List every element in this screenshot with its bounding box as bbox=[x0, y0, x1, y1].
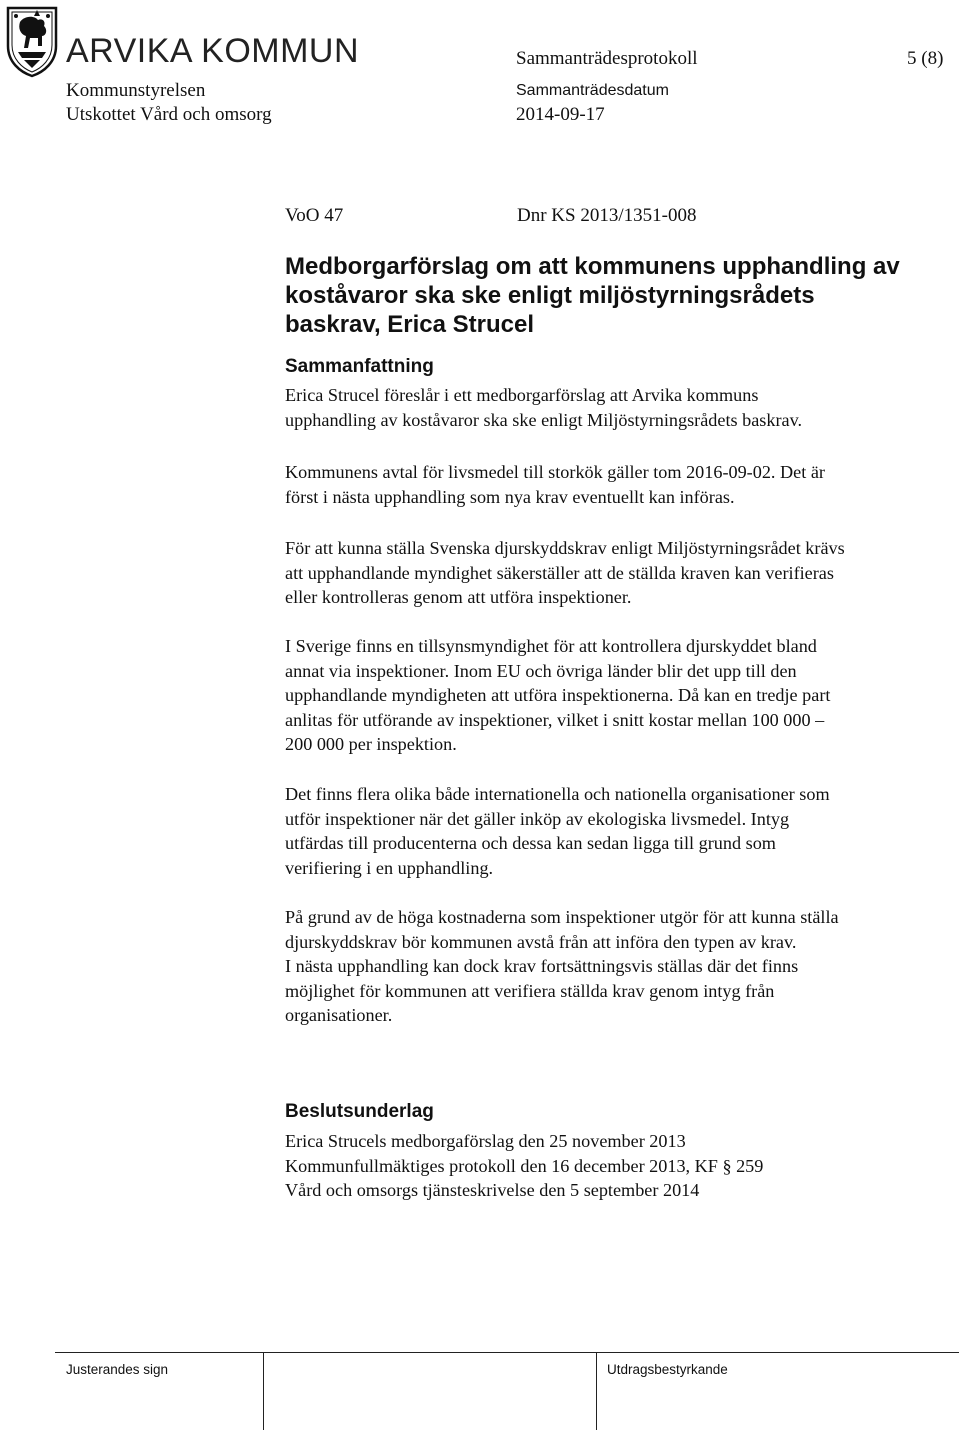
municipal-coat-of-arms-logo bbox=[4, 2, 60, 78]
text-line: upphandlande myndigheten att utföra inspektionerna. Då kan en tredje part bbox=[285, 685, 831, 705]
paragraph bbox=[285, 634, 830, 757]
decision-basis-list bbox=[285, 1129, 763, 1203]
text-line: verifiering i en upphandling. bbox=[285, 857, 494, 878]
text-line: upphandling av koståvaror ska ske enligt Miljöstyrningsrådets baskrav. bbox=[285, 409, 803, 430]
summary-heading: Sammanfattning bbox=[285, 356, 434, 377]
decision-basis-heading: Beslutsunderlag bbox=[285, 1101, 434, 1122]
text-line: eller kontrolleras genom att utföra inspektioner. bbox=[285, 587, 632, 607]
paragraph bbox=[285, 782, 830, 880]
text-line: Erica Strucel föreslår i ett medborgarförslag att Arvika kommuns bbox=[285, 385, 759, 405]
adjuster-signature-label: Justerandes sign bbox=[66, 1362, 169, 1377]
text-line: 200 000 per inspektion. bbox=[285, 734, 457, 754]
text-line: möjlighet för kommunen att verifiera ställda krav genom intyg från bbox=[285, 980, 775, 1001]
decision-basis-item: Kommunfullmäktiges protokoll den 16 december 2013, KF § 259 bbox=[285, 1155, 764, 1176]
paragraph bbox=[285, 460, 825, 509]
case-number: VoO 47 bbox=[285, 205, 344, 226]
text-line: utför inspektioner när det gäller inköp av ekologiska livsmedel. Intyg bbox=[285, 808, 790, 829]
page-number: 5 (8) bbox=[907, 48, 944, 69]
decision-basis-item: Vård och omsorgs tjänsteskrivelse den 5 september 2014 bbox=[285, 1180, 700, 1200]
text-line: att upphandlande myndighet säkerställer att de ställda kraven kan verifieras bbox=[285, 562, 834, 583]
text-line: utfärdas till producenterna och dessa kan sedan ligga till grund som bbox=[285, 833, 776, 853]
meeting-date-label: Sammanträdesdatum bbox=[516, 82, 669, 99]
text-line: anlitas för utförande av inspektioner, vilket i snitt kostar mellan 100 000 – bbox=[285, 709, 825, 730]
registration-number: Dnr KS 2013/1351-008 bbox=[517, 205, 697, 226]
title-line: koståvaror ska ske enligt miljöstyrningsrådets bbox=[285, 282, 815, 309]
footer-column-divider bbox=[596, 1352, 597, 1430]
extract-certification-label: Utdragsbestyrkande bbox=[607, 1362, 728, 1377]
committee-name: Utskottet Vård och omsorg bbox=[66, 104, 272, 125]
paragraph bbox=[285, 905, 839, 1028]
title-line: Medborgarförslag om att kommunens upphandling av bbox=[285, 253, 900, 280]
document-type: Sammanträdesprotokoll bbox=[516, 48, 698, 69]
department-name: Kommunstyrelsen bbox=[66, 80, 206, 101]
text-line: I nästa upphandling kan dock krav fortsättningsvis ställas där det finns bbox=[285, 956, 799, 976]
text-line: Kommunens avtal för livsmedel till storkök gäller tom 2016-09-02. Det är bbox=[285, 462, 825, 482]
text-line: I Sverige finns en tillsynsmyndighet för att kontrollera djurskyddet bland bbox=[285, 636, 817, 656]
decision-basis-item: Erica Strucels medborgaförslag den 25 november 2013 bbox=[285, 1131, 686, 1151]
document-title bbox=[285, 252, 945, 339]
text-line: organisationer. bbox=[285, 1005, 393, 1025]
text-line: först i nästa upphandling som nya krav eventuellt kan införas. bbox=[285, 486, 735, 507]
title-line: baskrav, Erica Strucel bbox=[285, 311, 535, 338]
municipality-name-logo-text: ARVIKA KOMMUN bbox=[66, 32, 360, 70]
paragraph bbox=[285, 536, 845, 610]
footer-divider bbox=[55, 1352, 959, 1353]
text-line: djurskyddskrav bör kommunen avstå från att införa den typen av krav. bbox=[285, 931, 797, 952]
paragraph bbox=[285, 383, 802, 432]
text-line: Det finns flera olika både internationella och nationella organisationer som bbox=[285, 784, 830, 804]
text-line: För att kunna ställa Svenska djurskyddskrav enligt Miljöstyrningsrådet krävs bbox=[285, 538, 845, 558]
text-line: annat via inspektioner. Inom EU och övriga länder blir det upp till den bbox=[285, 660, 797, 681]
text-line: På grund av de höga kostnaderna som inspektioner utgör för att kunna ställa bbox=[285, 907, 839, 927]
footer-column-divider bbox=[263, 1352, 264, 1430]
meeting-date: 2014-09-17 bbox=[516, 104, 605, 125]
